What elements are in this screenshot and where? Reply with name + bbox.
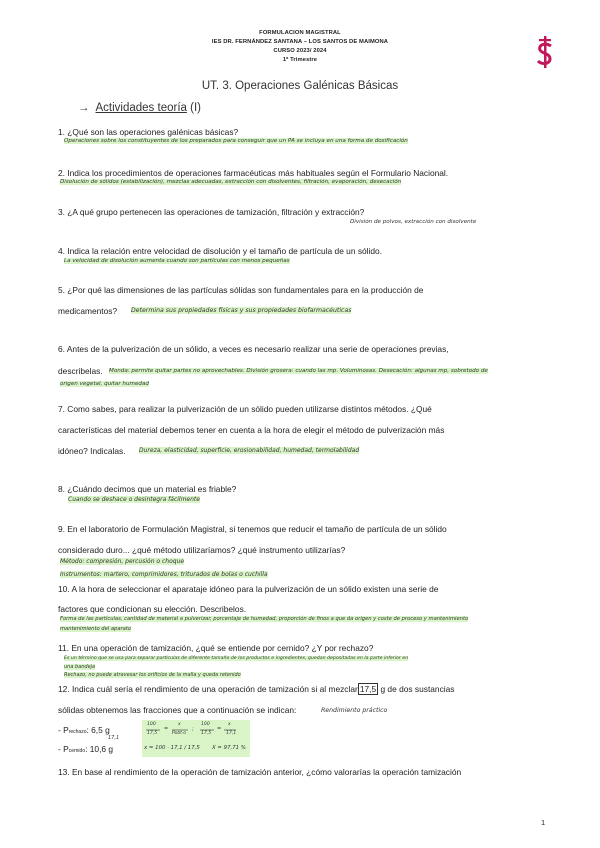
page-number: 1 [541, 818, 546, 827]
question-6-line-1: 6. Antes de la pulverización de un sólido, a veces es necesario realizar una serie de operaciones previas, [58, 344, 449, 354]
calculation-box: 100 17,5 = x Pobt·o ; 100 17,5 = x 17,1 x = 100 · 17,1 / 17,5 X = 97,71 % [142, 720, 250, 757]
question-5-line-1: 5. ¿Por qué las dimensiones de las partículas sólidas son fundamentales para en la producción de [58, 285, 424, 295]
answer-5: Determina sus propiedades físicas y sus propiedades biofarmacéuticas [131, 307, 352, 314]
question-7-line-1: 7. Como sabes, para realizar la pulverización de un sólido pueden utilizarse distintos métodos. ¿Qué [58, 404, 432, 414]
question-8: 8. ¿Cuándo decimos que un material es friable? [58, 484, 237, 494]
question-5-line-2: medicamentos? [58, 306, 118, 316]
fraction-lines [142, 720, 250, 757]
header-line-2: IES DR. FERNÁNDEZ SANTANA – LOS SANTOS DE MAIMONA [211, 39, 389, 45]
question-9-line-2: considerado duro... ¿qué método utilizaríamos? ¿qué instrumento utilizarías? [58, 545, 346, 555]
section-subtitle [78, 102, 201, 114]
question-12-suffix: g de dos sustancias [378, 684, 455, 694]
answer-4: La velocidad de disolución aumenta cuando son partículas con menos pequeñas [64, 258, 290, 264]
question-13: 13. En base al rendimiento de la operación de tamización anterior, ¿cómo valorarías la operación tamización [58, 767, 462, 777]
header-line-3: CURSO 2023/ 2024 [273, 48, 327, 54]
question-10-line-2: factores que condicionan su elección. Describelos. [58, 604, 247, 614]
question-4: 4. Indica la relación entre velocidad de disolución y el tamaño de partícula de un sólido. [58, 246, 383, 256]
question-10-line-1: 10. A la hora de seleccionar el aparataje idóneo para la pulverización de un sólido existen una serie de [58, 584, 439, 594]
question-11: 11. En una operación de tamización, ¿qué se entiende por cernido? ¿Y por rechazo? [58, 643, 374, 653]
question-12-prefix: 12. Indica cuál sería el rendimiento de una operación de tamización si al mezclar [58, 684, 358, 694]
fraction-cernido: - Pcernido: 10,6 g [58, 744, 114, 754]
answer-11-line-1: Es un término que se usa para separar partículas de diferente tamaño de los productos e ingredientes, quedan depositadas en la parte inferior en [64, 656, 409, 661]
question-9-line-1: 9. En el laboratorio de Formulación Magistral, si tenemos que reducir el tamaño de partícula de un sólido [58, 524, 447, 534]
header-line-1: FORMULACION MAGISTRAL [259, 30, 341, 36]
answer-11-line-3: Rechazo, no puede atravesar los orificios de la malla y queda retenido [64, 672, 241, 678]
answer-12-note: Rendimiento práctico [321, 707, 388, 714]
header-line-4: 1º Trimestre [282, 57, 318, 63]
question-7-line-2: características del material debemos tener en cuenta a la hora de elegir el método de pulverización más [58, 425, 445, 435]
question-1: 1. ¿Qué son las operaciones galénicas básicas? [58, 127, 239, 137]
answer-3: División de polvos, extracción con disolvente [350, 219, 477, 225]
answer-10-line-1: Forma de las partículas, cantidad de material a pulverizar, porcentaje de humedad, proporción de finos a que da origen y coste de proceso y mantenimiento [60, 616, 469, 622]
school-logo-icon [535, 36, 555, 68]
answer-9-line-1: Método: compresión, percusión o choque [60, 558, 185, 565]
page-title: UT. 3. Operaciones Galénicas Básicas [201, 80, 399, 92]
cernido-note: 17,1 [108, 735, 120, 741]
question-7-line-3: idóneo? Indicalas. [58, 446, 126, 456]
question-12-line-2: sólidas obtenemos las fracciones que a continuación se indican: [58, 705, 297, 715]
arrow-right-icon: → [78, 102, 90, 114]
calculation-result-1: x = 100 · 17,1 / 17,5 [144, 745, 200, 751]
answer-6-line-1: Monda: permite quitar partes no aprovechables. División grosera: cuando las mp. Voluminosas. Desecación: algunas mp, sobretodo de [109, 368, 488, 374]
subtitle-underlined: Actividades teoría [95, 102, 187, 114]
question-12-boxed-value: 17,5 [359, 684, 377, 694]
fraction-rechazo: - Prechazo: 6,5 g [58, 725, 110, 735]
answer-6-line-2: origen vegetal, quitar humedad [60, 381, 149, 387]
answer-1: Operaciones sobre los constituyentes de los preparados para conseguir que un PA se incluya en una forma de dosificación [64, 138, 408, 144]
answer-8: Cuando se deshace o desintegra fácilmente [68, 496, 200, 503]
subtitle-rest: (I) [186, 102, 201, 114]
question-12-line-1 [58, 684, 454, 694]
answer-9-line-2: Instrumentos: martero, comprimidores, triturados de bolas o cuchilla [60, 571, 268, 578]
question-2: 2. Indica los procedimientos de operaciones farmacéuticas más habituales según el Formulario Nacional. [58, 168, 449, 178]
answer-11-line-2: una bandeja [64, 664, 96, 670]
question-3: 3. ¿A qué grupo pertenecen las operaciones de tamización, filtración y extracción? [58, 207, 365, 217]
answer-7: Dureza, elasticidad, superficie, erosionabilidad, humedad, termolabilidad [139, 447, 360, 454]
answer-10-line-2: mantenimiento del aparato [60, 626, 132, 632]
answer-2: Disolución de sólidos (estabilización), mezclas adecuadas, extracción con disolventes, filtración, evaporación, desecación [60, 179, 402, 185]
calculation-result-2: X = 97,71 % [212, 745, 246, 751]
question-6-line-2: describelas. [58, 366, 103, 376]
